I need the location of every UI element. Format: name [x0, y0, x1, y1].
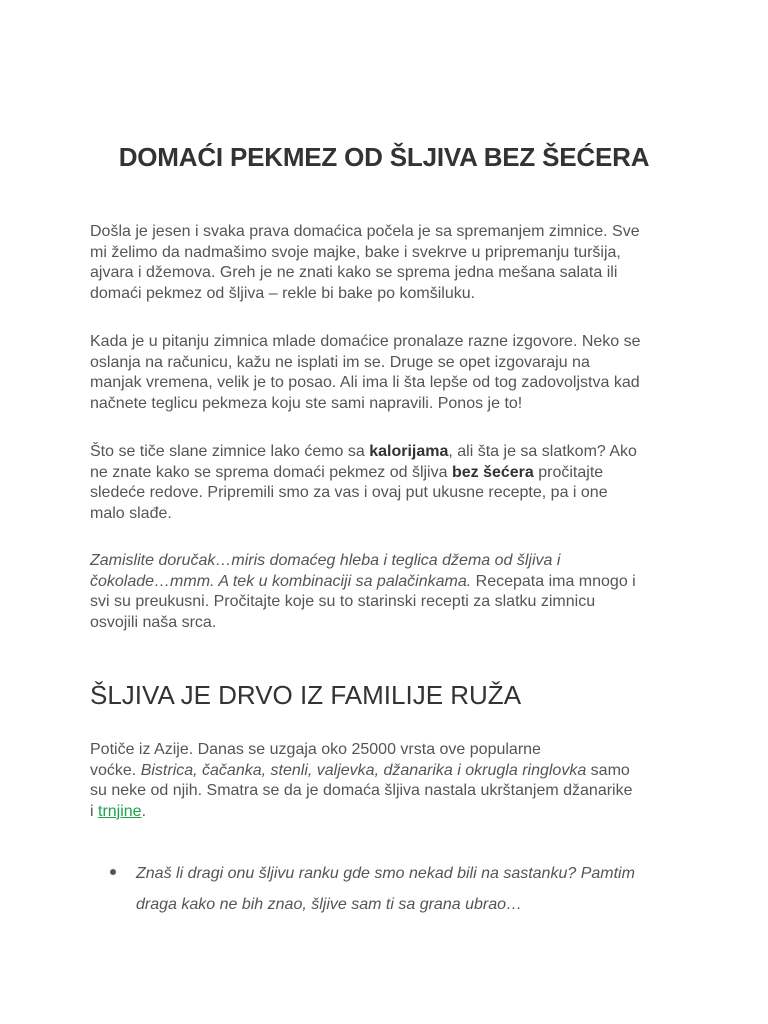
breakfast-paragraph — [90, 551, 680, 633]
song-bullet-list — [90, 858, 726, 920]
paragraph-text: ne znate kako se sprema domaći pekmez od šljiva — [90, 463, 452, 481]
paragraph-text: i — [90, 802, 98, 820]
section-heading: ŠLJIVA JE DRVO IZ FAMILIJE RUŽA — [90, 680, 522, 710]
paragraph-text: Što se tiče slane zimnice lako ćemo sa — [90, 443, 370, 460]
paragraph-line: osvojili naša srca. — [90, 613, 217, 631]
italic-varieties: Bistrica, čačanka, stenli, valjevka, džanarika i okrugla ringlovka — [140, 761, 587, 779]
bold-kalorijama: kalorijama — [369, 443, 449, 460]
paragraph-text: samo — [586, 761, 630, 779]
zimnica-paragraph — [90, 332, 680, 414]
page-title: DOMAĆI PEKMEZ OD ŠLJIVA BEZ ŠEĆERA — [118, 142, 650, 172]
paragraph-line: mi želimo da nadmašimo svoje majke, bake i svekrve u pripremanju turšija, — [90, 243, 621, 261]
paragraph-line: malo slađe. — [90, 504, 172, 522]
paragraph-text: . — [141, 802, 147, 820]
paragraph-text: pročitajte — [533, 463, 604, 481]
paragraph-line: manjak vremena, velik je to posao. Ali ima li šta lepše od tog zadovoljstva kad — [90, 374, 640, 391]
paragraph-line: Potiče iz Azije. Danas se uzgaja oko 25000 vrsta ove popularne — [90, 741, 541, 758]
intro-paragraph — [90, 222, 680, 304]
paragraph-line: ajvara i džemova. Greh je ne znati kako se sprema jedna mešana salata ili — [90, 264, 618, 281]
trnjine-link[interactable]: trnjine — [98, 802, 142, 820]
paragraph-text: voćke. — [90, 761, 141, 779]
italic-text: Zamislite doručak…miris domaćeg hleba i teglica džema od šljiva i — [90, 552, 561, 569]
list-item-line: Znaš li dragi onu šljivu ranku gde smo nekad bili na sastanku? Pamtim — [136, 865, 635, 882]
paragraph-text: , ali šta je sa slatkom? Ako — [448, 443, 637, 460]
italic-text: čokolade…mmm. A tek u kombinaciji sa palačinkama. — [90, 572, 472, 590]
bullet-icon — [110, 869, 116, 875]
list-item-line: draga kako ne bih znao, šljive sam ti sa grana ubrao… — [136, 896, 522, 913]
paragraph-text: Recepata ima mnogo i — [471, 572, 636, 590]
paragraph-line: domaći pekmez od šljiva – rekle bi bake po komšiluku. — [90, 284, 476, 302]
paragraph-line: sledeće redove. Pripremili smo za vas i ovaj put ukusne recepte, pa i one — [90, 484, 608, 501]
paragraph-line: Došla je jesen i svaka prava domaćica počela je sa spremanjem zimnice. Sve — [90, 223, 640, 240]
paragraph-line: su neke od njih. Smatra se da je domaća šljiva nastala ukrštanjem džanarike — [90, 782, 633, 799]
paragraph-line: oslanja na računicu, kažu ne isplati im se. Druge se opet izgovaraju na — [90, 353, 590, 371]
origin-paragraph — [90, 740, 680, 822]
bold-bez-secera: bez šećera — [451, 463, 534, 481]
paragraph-line: svi su preukusni. Pročitajte koje su to starinski recepti za slatku zimnicu — [90, 593, 596, 610]
paragraph-line: načnete teglicu pekmeza koju ste sami napravili. Ponos je to! — [90, 394, 523, 412]
sugar-free-paragraph — [90, 442, 680, 524]
paragraph-line: Kada je u pitanju zimnica mlade domaćice pronalaze razne izgovore. Neko se — [90, 333, 641, 350]
list-item — [136, 858, 726, 920]
